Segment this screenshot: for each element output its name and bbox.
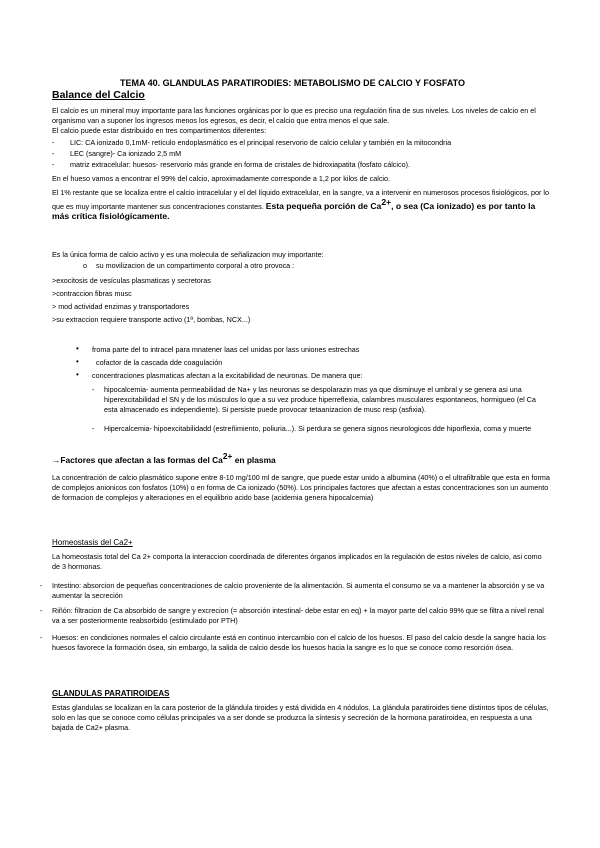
paragraph-compartments: El calcio puede estar distribuido en tres compartimentos diferentes: [52,126,267,135]
list-item-hipocalcemia: hipocalcemia- aumenta permeabilidad de Na+ y las neuronas se despolarazin mas ya que disminuye el umbral y se genera asi una hiperexcitabilidad el SN y de los músculos lo que a su vez produce hiperreflexia, calambres musculares espontaneos, hormigueo (el Ca esta almacenado es independiente). Si persiste puede provocar tetaanizacion de musc resp (asfixia). [104,385,536,414]
paragraph-hueso: En el hueso vamos a encontrar el 99% del calcio, aproximadamente corresponde a 1,2 por kilos de calcio. [52,174,391,183]
list-item-intestino: Intestino: absorcion de pequeñas concentraciones de calcio proveniente de la alimentación. Si aumenta el consumo se va a mantener la absorción y se va aumentar la secreción [52,581,545,600]
glandulas-heading: GLANDULAS PARATIROIDEAS [52,689,170,698]
dash-marker: - [40,633,43,642]
list-item: cofactor de la cascada dde coagulación [96,358,223,367]
list-item: LIC: CA ionizado 0,1mM- retículo endoplasmático es el principal reservorio de calcio celular y también en la mitocondria [70,138,452,147]
circle-marker: o [83,261,87,270]
dash-marker: - [52,160,55,169]
page-title: TEMA 40. GLANDULAS PARATIRODIES: METABOLISMO DE CALCIO Y FOSFATO [120,78,466,88]
paragraph-ca-emphasis: Esta pequeña porción de Ca [265,200,382,211]
list-item-rinon: Riñón: filtracion de Ca absorbido de sangre y excrecion (= absorción intestinal- debe estar en eq) + la mayor parte del calcio 99% que se filtra a nivel renal va a ser posteriormente reabsorbido (estimulado por PTH) [52,606,544,625]
paragraph-homeostasis: La homeostasis total del Ca 2+ comporta la interaccion coordinada de diferentes órganos implicados en la regulación de estos niveles de calcio, asi como de 3 hormonas. [52,552,542,571]
paragraph-active-form: Es la única forma de calcio activo y es una molecula de señalizacion muy importante: [52,250,324,259]
bullet-marker: • [76,344,79,353]
dash-marker: - [92,385,95,394]
list-item: >exocitosis de vesículas plasmaticas y secretoras [52,276,211,285]
list-item: concentraciones plasmaticas afectan a la excitabilidad de neuronas. De manera que: [92,371,363,380]
list-item: >su extraccion requiere transporte activo (1ª, bombas, NCX...) [52,315,251,324]
balance-heading: Balance del Calcio [52,89,145,101]
dash-marker: - [40,581,43,590]
factores-heading-tail: en plasma [234,455,276,465]
dash-marker: - [52,149,55,158]
bullet-marker: • [76,357,79,366]
ca-superscript: 2+ [381,196,392,207]
list-item: > mod actividad enzimas y transportadores [52,302,190,311]
paragraph-factores: La concentración de calcio plasmático supone entre 8-10 mg/100 ml de sangre, que puede estar unido a albumina (40%) o el ultrafiltrable que esta en forma de complejos anionicos con fosfatos (10%) o en forma de Ca ionizado (50%). Los principales factores que afectan a estas concentraciones son un aumento de formacion de complejos y alteraciones en el equilibrio acido base (acidemia genera hipocalcemia) [52,473,550,502]
dash-marker: - [40,606,43,615]
bullet-marker: • [76,370,79,379]
homeostasis-heading: Homeostasis del Ca2+ [52,538,133,547]
paragraph-one-percent-text: El 1% restante que se localiza entre el calcio intracelular y el del líquido extracelular, en la sangre, va a intervenir en numerosos procesos fisiológicos, por lo que es muy importante mantener sus concentraciones constantes. [52,188,550,211]
factores-superscript: 2+ [222,451,233,461]
paragraph-ca-critical: o sea (Ca ionizado) es por tanto la más crítica fisiológicamente. [52,200,536,221]
list-item: >contraccion fibras musc [52,289,132,298]
paragraph-one-percent: El 1% restante que se localiza entre el calcio intracelular y el del líquido extracelular, en la sangre, va a intervenir en numerosos procesos fisiológicos, por lo que es muy importante mantener sus concentraciones constantes. Esta pequeña porción de $Ca^{2+}$, o sea (Ca ionizado) es por tanto la más crítica fisiológicamente. [52,188,550,221]
paragraph-glandulas: Estas glandulas se localizan en la cara posterior de la glándula tiroides y está dividida en 4 nódulos. La glándula paratiroides tiene distintos tipos de células, solo en las que se conoce como células principales va a ser donde se produzca la síntesis y secreción de la hormona paratiroidea, en respuesta a una bajada de Ca2+ plasma. [52,703,549,732]
arrow-icon: → [52,455,61,465]
list-item-hipercalcemia: Hipercalcemia- hipoexcitabilidadd (estreñimiento, poliuria...). Si perdura se genera signos neurologicos dde hiporflexia, coma y muerte [104,424,532,433]
dash-marker: - [92,424,95,433]
factores-heading-text: Factores que afectan a las formas del Ca [60,455,223,465]
dash-marker: - [52,138,55,147]
list-item: LEC (sangre)- Ca ionizado 2,5 mM [70,149,182,158]
list-item: su movilizacion de un compartimento corporal a otro provoca : [96,261,295,270]
list-item-huesos: Huesos: en condiciones normales el calcio circulante está en continuo intercambio con el calcio de los huesos. El paso del calcio desde la sangre hacia los huesos favorece la formación ósea, sin embargo, la salida de calcio desde los huesos hacia la sangre es lo que se conoce como resorción ósea. [52,633,546,652]
factores-heading [52,452,550,466]
list-item: froma parte del to intracel para mnatener laas cel unidas por lass uniones estrechas [92,345,360,354]
paragraph-intro: El calcio es un mineral muy importante para las funciones orgánicas por lo que es preciso una regulación fina de sus niveles. Los niveles de calcio en el organismo van a suponer los ingresos menos los egresos, es decir, el calcio que entra menos el que sale. [52,106,536,125]
list-item: matriz extracelular: huesos- reservorio más grande en forma de cristales de hidroxiapatita (fosfato cálcico). [70,160,410,169]
